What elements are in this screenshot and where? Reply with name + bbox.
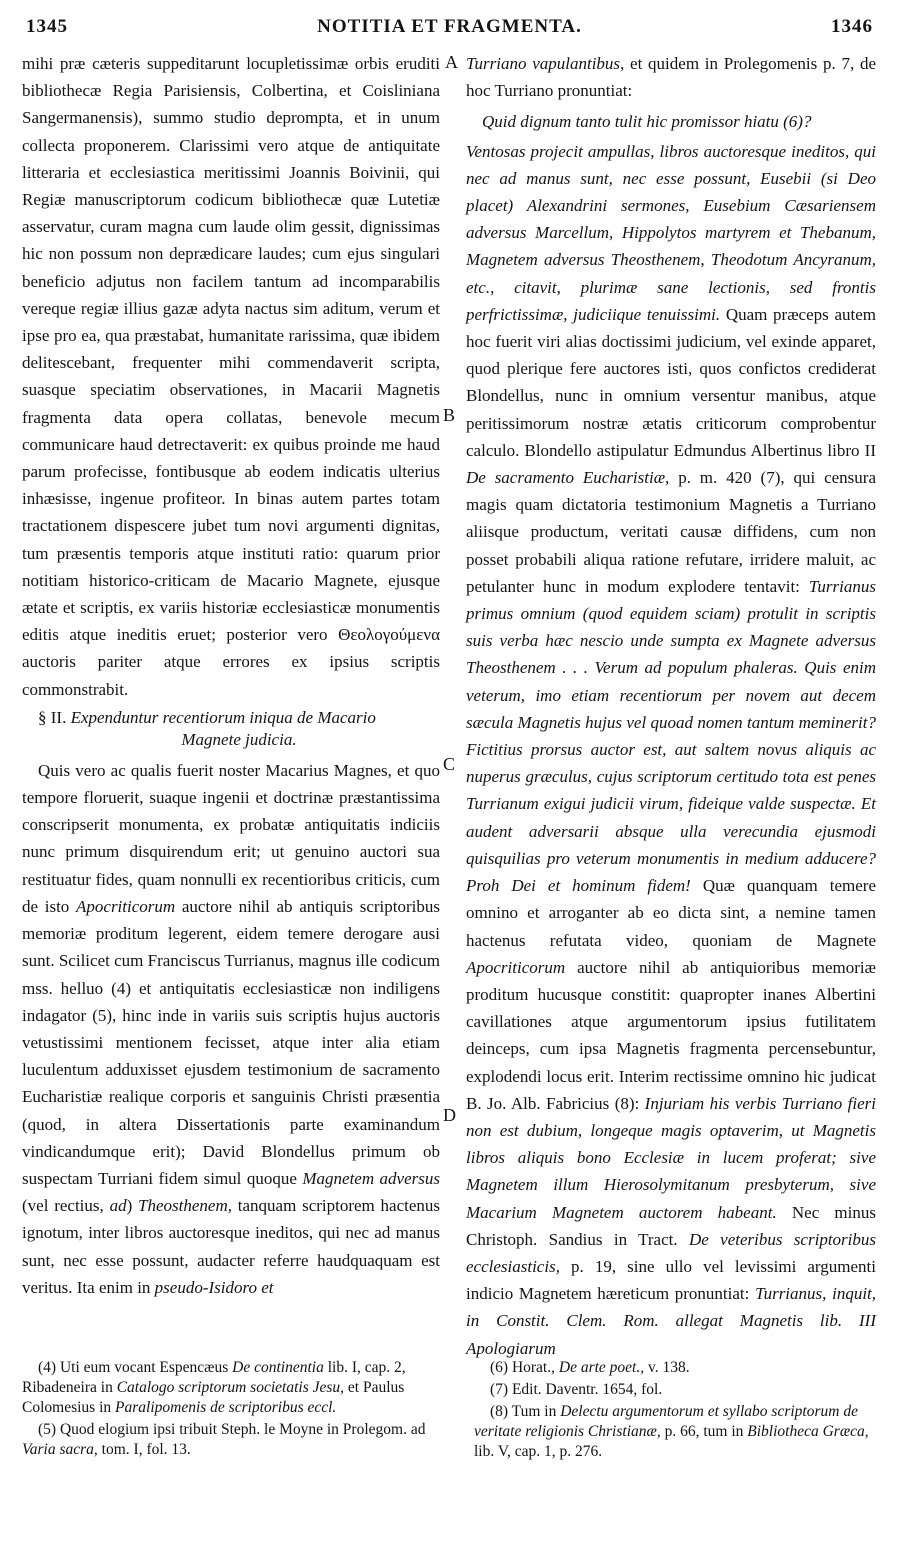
text-run: (4) Uti eum vocant Espencæus [38,1359,229,1376]
footnote-5 [22,1420,442,1460]
page-number-left: 1345 [26,16,68,37]
paragraph [22,757,440,1301]
section-number: § II. [38,707,67,727]
italic-run: De veteribus scriptoribus ecclesiasticis, [466,1229,876,1276]
italic-run: De arte poet., [558,1359,645,1376]
italic-run: Quid dignum tanto tulit hic promissor hiatu (6)? [482,112,812,132]
footnote-7: (7) Edit. Daventr. 1654, fol. [490,1381,663,1398]
text-run: lib. V, cap. 1, p. 276. [474,1443,603,1460]
footnote-4 [22,1358,442,1418]
text-run: lib. I, cap. 2, Ribadeneira in [22,1359,406,1396]
text-run: p. m. 420 (7), qui censura magis quam dictatoria testimonium Magnetis a Turriano aliisque productum, veritati causæ diffidens, cum non posset probabili aliqua ratione refutare, irridere maluit, ac petulanter hunc in modum explodere tentavit: [466,468,876,596]
running-title: NOTITIA ET FRAGMENTA. [317,16,582,37]
section-heading [22,707,440,751]
text-run: tanquam scriptorem hactenus ignotum, inter libros auctoresque ineditos, qui nec ad manus sunt, nec esse possunt, audacter referre haudquaquam est veritus. Ita enim in [22,1196,441,1297]
footnote-6 [474,1358,878,1378]
text-run: (6) Horat., [490,1359,555,1376]
running-header [26,16,873,46]
italic-run: De sacramento Eucharistiæ, [466,468,670,488]
paragraph [466,138,876,1362]
section-title-line2: Magnete judicia. [181,729,297,749]
margin-marker-a: A [445,52,458,72]
italic-run: Theosthenem, [138,1196,232,1216]
paragraph: mihi præ cæteris suppeditarunt locupletissimæ orbis eruditi bibliothecæ Regia Parisiensis, Colbertina, et Coisliniana Sangermanensis), summo studio deprompta, et in unum collecta proponerem. Clarissimi vero atque de antiquitate litteraria et ecclesiastica meritissimi Joannis Boivinii, qui Regiæ manuscriptorum codicum bibliothecæ quæ Lutetiæ asservatur, curam magna cum laude olim gessit, dignissimas hic non possum non deprædicare laudes; cum ejus singulari beneficio adjutus non facilem tantum ad incomparabilis vereque regiæ illius gazæ adyta nactus sim aditum, verum et ipse pro ea, qua præstabat, humanitate rarissima, quæ ibidem delitescebant, frequenter mihi commendaverit scripta, suasque speciatim observationes, in Macarii Magnetis fragmenta data opera collatas, benevole mecum communicare haud detrectaverit: ex quibus proinde me haud parum profecisse, fontibusque ab eodem indicatis ulterius inhæsisse, ingenue profiteor. In binas autem partes totam tractationem dispescere jubet tum novi argumenti dignitas, tum præsentis temporis atque instituti ratio: quarum prior notitiam historico-criticam de Macario Magnete, ejusque ætate et scriptis, ex variis historiæ ecclesiasticæ monumentis editis atque ineditis eruet; posterior vero Θεολογούμενα auctoris pariter atque errores ex ipsius scriptis commonstrabit. [22,54,440,699]
italic-run: Bibliotheca Græca, [747,1423,869,1440]
margin-marker-c: C [443,754,456,774]
left-column [22,50,440,1301]
text-run: et Paulus Colomesius in [22,1379,405,1416]
text-run: auctore nihil ab antiquis scriptoribus memoriæ proditum legerent, eidem temere derogare ausi sunt. Scilicet cum Franciscus Turrianus, magnus ille codicum mss. helluo (4) et antiquitatis ecclesiasticæ non indiligens indagator (5), hinc inde in variis suis scriptis hujus auctoris vetustissimi mentionem fecisset, atque inter alia etiam luculentum adduxisset ejusdem testimonium de sacramento Eucharistiæ realique corporis et sanguinis Christi præsentia (quod, in altera Dissertationis parte examinandum vindicandumque erit); David Blondellus primum ob suspectam Turriani fidem simul quoque [22,896,441,1188]
text-run: Quæ quanquam temere omnino et arroganter ab eo dicta sint, a nemine tamen hactenus refutata video, quoniam de Magnete [466,876,877,950]
italic-run: Ventosas projecit ampullas, libros auctoresque ineditos, qui nec ad manus sunt, nec esse possunt, Eusebii (si Deo placet) Alexandrini sermones, Eusebium Cæsariensem adversus Marcellum, Hippolytos martyrem et Thebanum, Magnetem adversus Theosthenem, Theodotum Ancyranum, etc., citavit, plurimæ sane lectionis, sed frontis perfrictissimæ, judiciique tenuissimi. [466,141,876,324]
text-run: p. 19, sine ullo vel levissimi argumenti indicio Magnetem hæreticum pronuntiat: [466,1256,876,1304]
page-number-right: 1346 [831,16,873,37]
italic-run: Catalogo scriptorum societatis Jesu, [116,1379,345,1396]
text-run: p. 66, tum in [664,1423,744,1440]
paragraph [466,50,876,104]
italic-run: Magnetem adversus [302,1168,440,1188]
footnotes-right [474,1358,878,1464]
text-run: et quidem in Prolegomenis p. 7, de hoc Turriano pronuntiat: [466,54,876,101]
quotation [466,108,876,135]
italic-run: Apocriticorum [76,896,176,916]
italic-run: Paralipomenis de scriptoribus eccl. [115,1399,337,1416]
text-run: Quis vero ac qualis fuerit noster Macarius Magnes, et quo tempore floruerit, suaque ingenii et doctrinæ præstantissima conscripserit monumenta, ex probatæ antiquitatis indiciis nunc primum disquirendum erit; ut genuino auctori sua restituatur fides, quam nonnulli ex recentioribus criticis, cum de isto [22,760,440,916]
right-column [466,50,876,1362]
italic-run: Varia sacra, [22,1441,98,1458]
footnote-8 [474,1402,878,1462]
italic-run: Injuriam his verbis Turriano fieri non est dubium, longeque magis optaverim, ut Magnetis libros aliquis bono Ecclesiæ in lucem proferat; sive Magnetem illum Hierosolymitanum presbyterum, sive Macarium Magnetem auctorem habeant. [466,1093,876,1222]
italic-run: Delectu argumentorum et syllabo scriptorum de veritate religionis Christianæ, [474,1403,858,1440]
margin-marker-d: D [443,1105,456,1125]
text-run: ) [126,1196,133,1216]
italic-run: Apocriticorum [466,957,566,977]
section-title-line1: Expenduntur recentiorum iniqua de Macario [70,707,376,727]
italic-run: pseudo-Isidoro et [154,1277,274,1297]
italic-run: Turriano vapulantibus, [466,54,625,73]
text-run: tom. I, fol. 13. [101,1441,191,1458]
text-run: (8) Tum in [490,1403,557,1420]
text-run: (5) Quod elogium ipsi tribuit Steph. le Moyne in Prolegom. ad [38,1421,426,1438]
italic-run: Turrianus primus omnium (quod equidem sciam) protulit in scriptis suis verba hæc nescio unde sumpta ex Magnete adversus Theosthenem . . . Verum ad populum phaleras. Quis enim veterum, imo etiam recentiorum per novem aut decem sæcula Magnetis hujus vel quoad nomen tantum meminerit? Fictitius prorsus auctor est, aut saltem novus aliquis ac nuperus græculus, cujus scriptorum certitudo tota est penes Turrianum exigui judicii virum, fideique valde suspectæ. Et audent adversarii absque ulla verecundia ejusmodi quisquilias pro veterum monumentis in medium adducere? Proh Dei et hominum fidem! [466,576,876,896]
text-run: auctore nihil ab antiquioribus memoriæ proditum hucusque constitit: quapropter inanes Albertini cavillationes atque argumentorum ipsius futilitatem deinceps, cum ipsa Magnetis fragmenta percensebuntur, explodendi locus erit. Interim rectissime omnino hic judicat B. Jo. Alb. Fabricius (8): [466,957,876,1113]
italic-run: De continentia [232,1359,324,1376]
footnotes-left [22,1358,442,1462]
text-run: (vel rectius, [22,1196,104,1216]
italic-run: ad [109,1196,127,1216]
text-run: v. 138. [647,1359,690,1376]
text-run: Nec minus Christoph. Sandius in Tract. [466,1202,876,1249]
italic-run: Turrianus, inquit, in Constit. Clem. Rom. allegat Magnetis lib. III Apologiarum [466,1284,877,1358]
margin-marker-b: B [443,405,456,425]
text-run: Quam præceps autem hoc fuerit viri alias doctissimi judicium, vel exinde apparet, quod plerique fere auctores isti, quos confictos crediderat Blondellus, nunc in omnium versentur manibus, atque peritissimorum nostræ ætatis criticorum comprobentur calculo. Blondello astipulatur Edmundus Albertinus libro II [466,304,876,460]
